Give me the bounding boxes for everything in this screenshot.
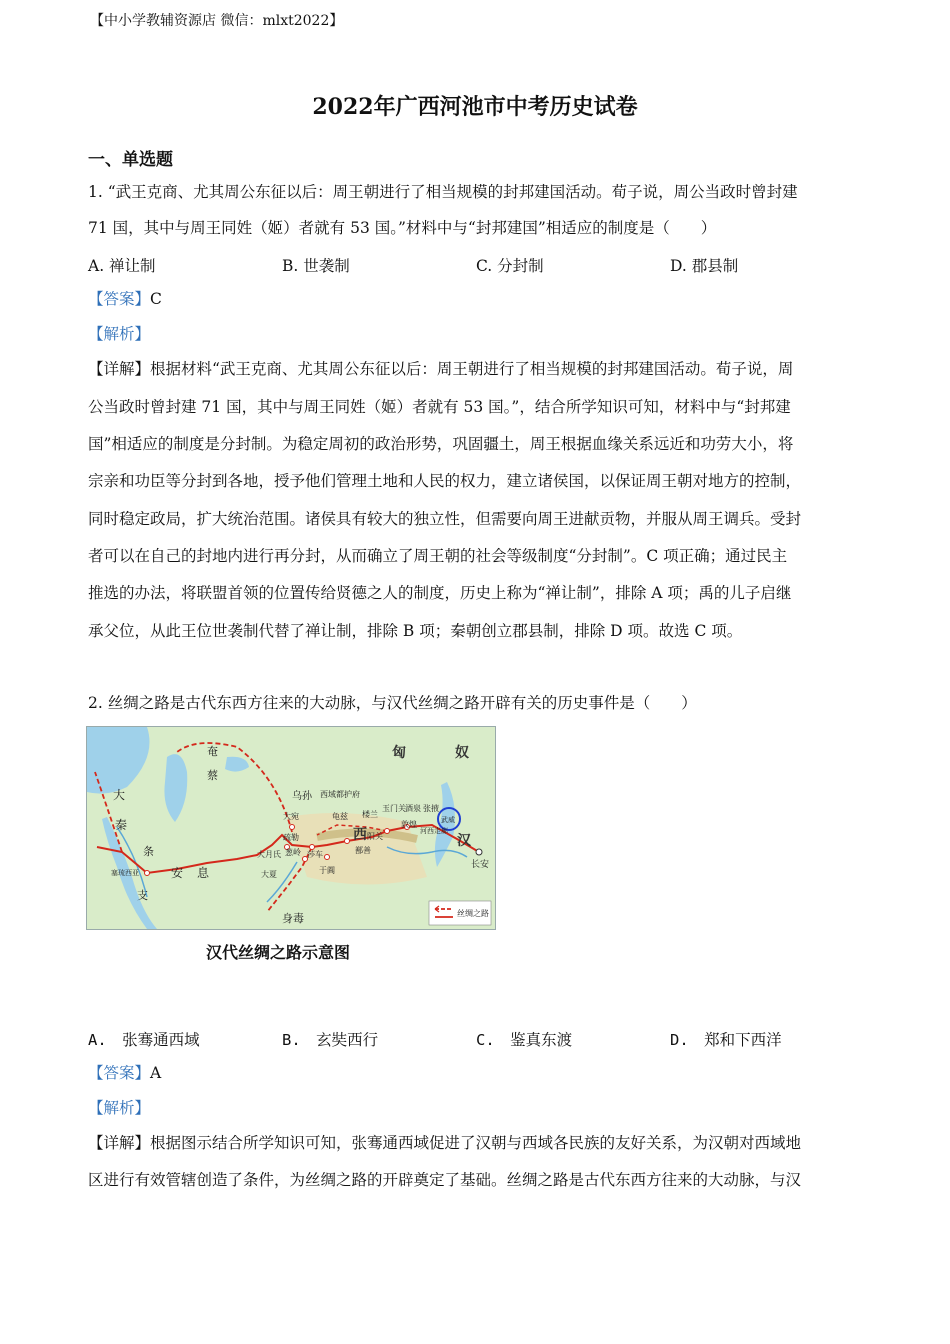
map-legend [429,901,491,925]
q1-detail-line-4: 宗亲和功臣等分封到各地，授予他们管理土地和人民的权力，建立诸侯国，以保证周王朝对地方的控制， [88,472,802,490]
map-label-dahuan: 大宛 [283,812,299,821]
map-label-xi2: 息 [197,866,210,880]
map-label-wusun: 乌孙 [292,791,312,802]
q2-option-a: A. 张骞通西域 [88,1031,200,1049]
map-label-zhi: 支 [137,889,148,902]
map-label-shache: 莎车 [307,850,323,859]
silk-road-map-svg [87,727,495,929]
q1-detail-line-7: 推选的办法，将联盟首领的位置传给贤德之人的制度，历史上称为“禅让制”，排除 A 项；禹的儿子启继 [88,584,792,602]
map-label-guici: 龟兹 [332,812,348,821]
q1-stem-line-2: 71 国，其中与周王同姓（姬）者就有 53 国。”材料中与“封邦建国”相适应的制度是（ ） [88,219,717,237]
map-label-dayuezhi: 大月氏 [257,850,281,859]
q1-detail-line-1: 【详解】根据材料“武王克商、尤其周公东征以后：周王朝进行了相当规模的封邦建国活动。荀子说，周 [88,360,794,378]
header-note: 【中小学教辅资源店 微信：mlxt2022】 [90,13,344,29]
map-label-zhangye: 张掖 [423,804,439,813]
map-label-xi: 西 [353,827,367,843]
map-label-qin: 秦 [115,818,128,832]
q2-option-d: D. 郑和下西洋 [670,1031,782,1049]
map-label-saihan: 塞琉西亚 [111,869,139,877]
map-label-yumenguan: 玉门关 [382,804,406,813]
map-label-an: 安 [171,866,184,880]
q1-stem-line-1: 1. “武王克商、尤其周公东征以后：周王朝进行了相当规模的封邦建国活动。荀子说，周公当政时曾封建 [88,183,798,201]
map-label-yan: 奄 [207,745,218,758]
map-label-wuwei: 武威 [441,816,455,824]
map-legend-label: 丝绸之路 [457,909,489,918]
q1-detail-line-2: 公当政时曾封建 71 国，其中与周王同姓（姬）者就有 53 国。”，结合所学知识可知，材料中与“封邦建 [88,398,791,416]
q1-option-a: A. 禅让制 [88,257,156,275]
map-label-han: 汉 [457,833,471,849]
map-label-shendu: 身毒 [282,912,304,925]
map-label-tiao: 条 [143,845,154,858]
map-label-jiuquan: 酒泉 [405,804,421,813]
map-label-yangguan: 阳关 [367,832,383,841]
q1-option-d: D. 郡县制 [670,257,739,275]
q2-detail-line-2: 区进行有效管辖创造了条件，为丝绸之路的开辟奠定了基础。丝绸之路是古代东西方往来的大动脉，与汉 [88,1171,802,1189]
map-label-dunhuang: 敦煌 [401,820,417,829]
map-label-yutian: 于阗 [319,866,335,875]
q1-answer [88,289,162,309]
map-label-loulan: 楼兰 [362,810,378,819]
q1-detail-line-5: 同时稳定政局，扩大统治范围。诸侯具有较大的独立性，但需要向周王进献贡物，并服从周王调兵。受封 [88,510,802,528]
q1-answer-label: 【答案】 [88,290,151,308]
map-label-daxia: 大夏 [261,870,277,879]
q2-answer-label: 【答案】 [88,1064,151,1082]
q2-option-c: C. 鉴真东渡 [476,1031,573,1049]
map-caption: 汉代丝绸之路示意图 [206,943,351,962]
q1-detail-line-8: 承父位，从此王位世袭制代替了禅让制，排除 B 项；秦朝创立郡县制，排除 D 项。故选 C 项。 [88,622,743,640]
q1-option-b: B. 世袭制 [282,257,350,275]
q1-detail-line-3: 国”相适应的制度是分封制。为稳定周初的政治形势，巩固疆土，周王根据血缘关系远近和功劳大小，将 [88,435,794,453]
map-label-duhufu: 西域都护府 [320,790,360,799]
page-title: 2022年广西河池市中考历史试卷 [312,94,638,120]
section-heading: 一、单选题 [88,150,173,170]
map-label-shule: 疏勒 [283,833,299,842]
map-label-congling: 葱岭 [285,848,301,857]
q2-detail-line-1: 【详解】根据图示结合所学知识可知，张骞通西域促进了汉朝与西域各民族的友好关系，为汉朝对西域地 [88,1134,802,1152]
map-label-cai: 蔡 [207,769,218,782]
q2-stem: 2. 丝绸之路是古代东西方往来的大动脉，与汉代丝绸之路开辟有关的历史事件是（ ） [88,694,697,712]
q1-detail-line-6: 者可以在自己的封地内进行再分封，从而确立了周王朝的社会等级制度“分封制”。C 项正确；通过民主 [88,547,788,565]
q2-option-b: B. 玄奘西行 [282,1031,379,1049]
q1-answer-value: C [150,290,162,308]
map-label-xiongnu-1: 匈 [392,745,406,761]
q1-option-c: C. 分封制 [476,257,544,275]
q2-answer-value: A [150,1064,162,1082]
map-label-shanshan: 鄯善 [355,846,371,855]
silk-road-map [86,726,496,930]
map-label-xiongnu-2: 奴 [455,745,469,761]
map-label-da: 大 [113,788,126,802]
q2-answer [88,1063,161,1083]
map-label-changan: 长安 [471,860,490,870]
q2-analysis-label: 【解析】 [88,1099,151,1117]
map-label-hexi: 河西走廊 [420,827,448,835]
q1-analysis-label: 【解析】 [88,325,151,343]
